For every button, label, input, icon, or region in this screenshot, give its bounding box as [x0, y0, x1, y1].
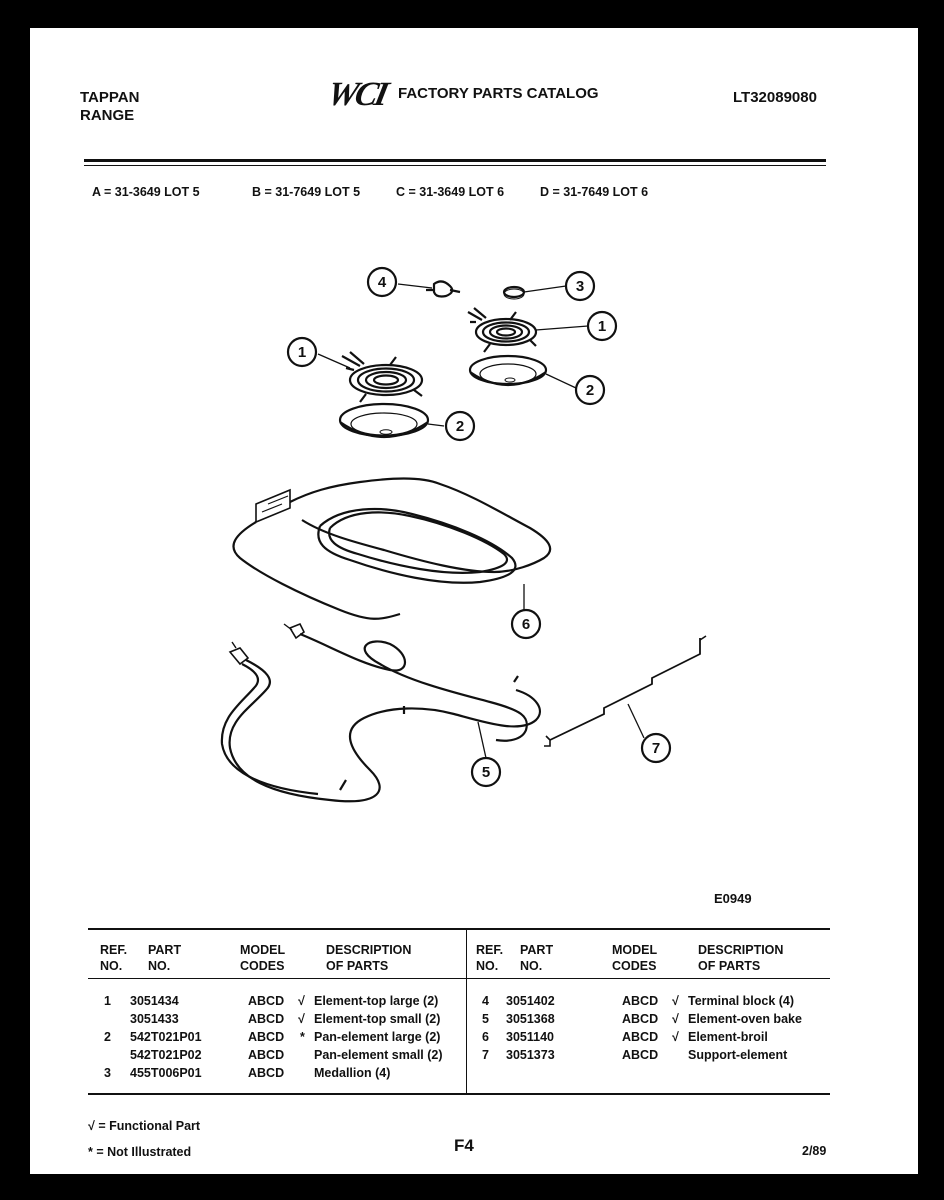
left-row-2	[30, 1010, 466, 1028]
row-part: 3051433	[130, 1012, 179, 1026]
callout-label-2-right: 2	[585, 382, 595, 399]
surface-element-right	[468, 308, 536, 352]
row-ref: 2	[104, 1030, 111, 1044]
row-part: 3051373	[506, 1048, 555, 1062]
row-codes: ABCD	[248, 1066, 285, 1080]
row-part: 3051368	[506, 1012, 555, 1026]
row-codes: ABCD	[622, 1012, 659, 1026]
left-row-1	[30, 992, 466, 1010]
model-code-c: C = 31-3649 LOT 6	[396, 185, 505, 199]
row-ref: 4	[482, 994, 489, 1008]
row-part: 3051434	[130, 994, 179, 1008]
row-mark: √	[672, 994, 679, 1008]
drip-pan-left	[340, 404, 428, 437]
row-ref: 6	[482, 1030, 489, 1044]
row-part: 455T006P01	[130, 1066, 202, 1080]
callout-label-4: 4	[377, 274, 387, 291]
row-mark: √	[672, 1030, 679, 1044]
terminal-block-part	[426, 281, 460, 296]
model-code-b: B = 31-7649 LOT 5	[252, 185, 361, 199]
legend-not-illustrated: * = Not Illustrated	[88, 1145, 192, 1159]
medallion-part	[504, 287, 524, 299]
row-codes: ABCD	[248, 1048, 285, 1062]
legend-functional-part: √ = Functional Part	[88, 1119, 201, 1133]
row-desc: Element-oven bake	[688, 1012, 802, 1026]
figure-id: E0949	[714, 891, 752, 906]
left-header-model: MODEL CODES	[240, 943, 286, 973]
surface-element-left	[342, 352, 422, 402]
catalog-page	[30, 28, 918, 1174]
row-desc: Element-top small (2)	[314, 1012, 441, 1026]
row-part: 3051402	[506, 994, 555, 1008]
row-ref: 3	[104, 1066, 111, 1080]
catalog-title: FACTORY PARTS CATALOG	[398, 85, 599, 102]
row-desc: Element-broil	[688, 1030, 768, 1044]
row-codes: ABCD	[622, 1030, 659, 1044]
right-header-desc: DESCRIPTION OF PARTS	[698, 943, 784, 973]
logo-text: WCI	[324, 76, 390, 113]
row-mark: *	[300, 1030, 305, 1044]
brand-line-1: TAPPAN	[80, 89, 140, 106]
callout-label-3: 3	[575, 278, 585, 295]
catalog-number: LT32089080	[733, 89, 817, 106]
exploded-parts-diagram	[30, 28, 918, 928]
table-bottom-rule	[88, 1093, 830, 1095]
left-header-part: PART NO.	[148, 943, 182, 973]
left-row-4	[30, 1046, 466, 1064]
right-header-part: PART NO.	[520, 943, 554, 973]
row-desc: Terminal block (4)	[688, 994, 795, 1008]
right-row-3	[466, 1028, 830, 1046]
row-mark: √	[298, 1012, 305, 1026]
table-header-rule	[88, 978, 830, 979]
callout-label-6: 6	[521, 616, 531, 633]
callout-label-1-left: 1	[297, 344, 307, 361]
row-codes: ABCD	[622, 1048, 659, 1062]
row-codes: ABCD	[248, 994, 285, 1008]
row-codes: ABCD	[622, 994, 659, 1008]
row-codes: ABCD	[248, 1030, 285, 1044]
row-desc: Element-top large (2)	[314, 994, 439, 1008]
broil-element	[233, 479, 550, 619]
model-code-a: A = 31-3649 LOT 5	[92, 185, 200, 199]
row-ref: 1	[104, 994, 111, 1008]
row-desc: Medallion (4)	[314, 1066, 391, 1080]
row-desc: Pan-element small (2)	[314, 1048, 443, 1062]
row-ref: 7	[482, 1048, 489, 1062]
row-desc: Pan-element large (2)	[314, 1030, 441, 1044]
row-part: 3051140	[506, 1030, 554, 1044]
revision-date: 2/89	[802, 1144, 827, 1158]
callout-label-5: 5	[481, 764, 491, 781]
callout-label-7: 7	[651, 740, 661, 757]
page-label: F4	[454, 1136, 474, 1155]
row-ref: 5	[482, 1012, 489, 1026]
row-mark: √	[298, 994, 305, 1008]
callout-label-2-left: 2	[455, 418, 465, 435]
row-desc: Support-element	[688, 1048, 788, 1062]
right-row-4	[466, 1046, 830, 1064]
row-mark: √	[672, 1012, 679, 1026]
row-codes: ABCD	[248, 1012, 285, 1026]
support-element	[544, 636, 706, 746]
model-code-d: D = 31-7649 LOT 6	[540, 185, 649, 199]
drip-pan-right	[470, 356, 546, 385]
right-header-model: MODEL CODES	[612, 943, 658, 973]
table-top-rule	[88, 928, 830, 930]
row-part: 542T021P02	[130, 1048, 202, 1062]
left-row-3	[30, 1028, 466, 1046]
left-header-desc: DESCRIPTION OF PARTS	[326, 943, 412, 973]
right-row-2	[466, 1010, 830, 1028]
row-part: 542T021P01	[130, 1030, 202, 1044]
brand-line-2: RANGE	[80, 107, 135, 124]
right-header-ref: REF. NO.	[476, 943, 504, 973]
left-header-ref: REF. NO.	[100, 943, 128, 973]
callout-label-1-right: 1	[597, 318, 607, 335]
left-row-5	[30, 1064, 466, 1082]
right-row-1	[466, 992, 830, 1010]
